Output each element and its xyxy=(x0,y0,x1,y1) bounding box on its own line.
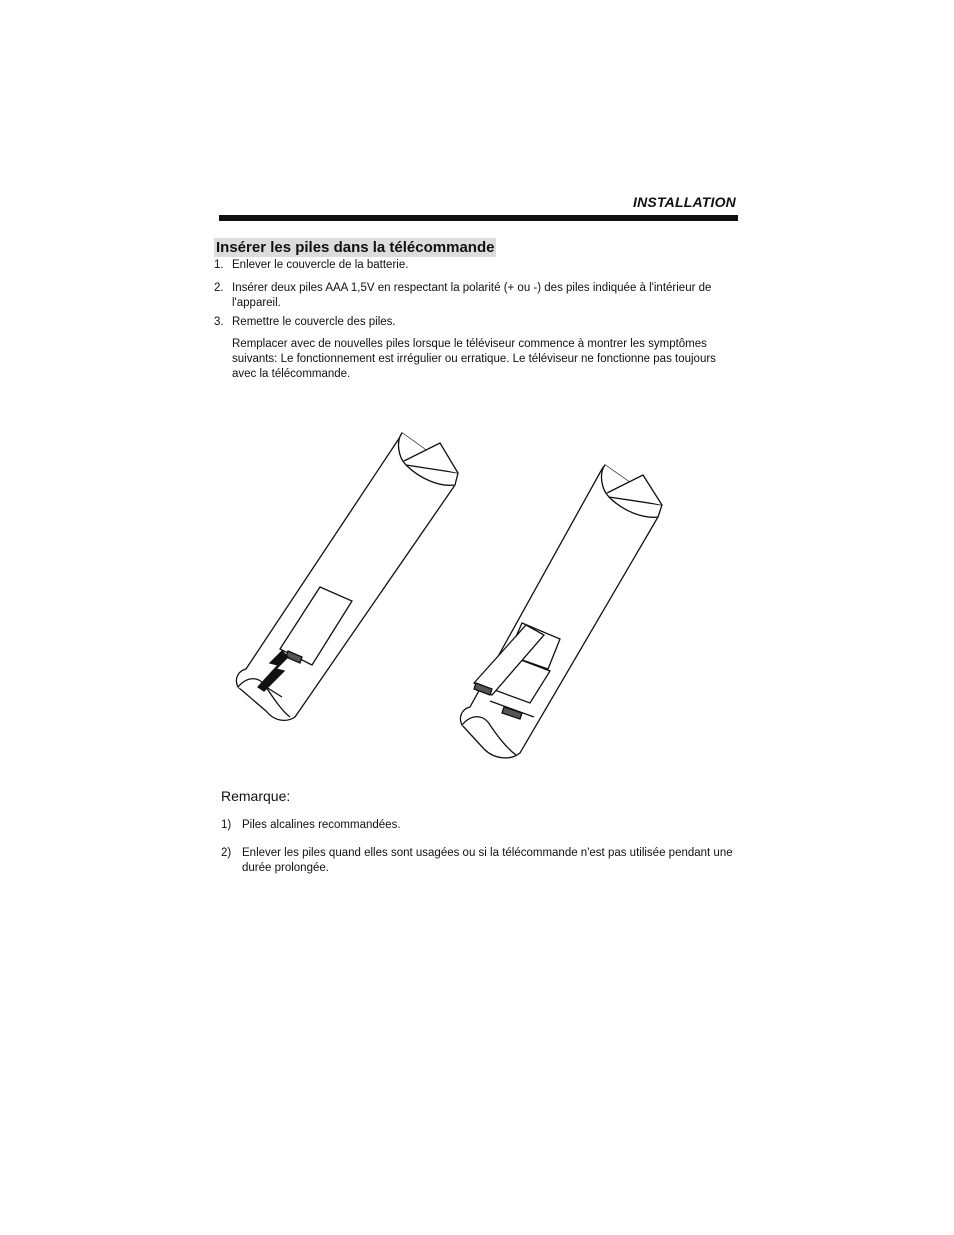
battery-illustration xyxy=(230,425,680,770)
remote-with-cover-arrow-icon xyxy=(236,433,458,720)
header-rule xyxy=(219,215,738,221)
step-text: Remettre le couvercle des piles. xyxy=(232,316,396,328)
section-header: INSTALLATION xyxy=(633,194,736,210)
step-number: 1. xyxy=(214,259,224,271)
step-text: Insérer deux piles AAA 1,5V en respectant la polarité (+ ou -) des piles indiquée à l'intérieur de l'appareil. xyxy=(232,282,712,309)
step-number: 2. xyxy=(214,282,224,294)
step-text: Enlever le couvercle de la batterie. xyxy=(232,259,409,271)
section-title: Insérer les piles dans la télécommande xyxy=(216,239,495,256)
step-number: 3. xyxy=(214,316,224,328)
remark-text: Enlever les piles quand elles sont usagées ou si la télécommande n'est pas utilisée pendant une durée prolongée. xyxy=(242,847,733,874)
remark-number: 2) xyxy=(221,847,232,859)
remark-number: 1) xyxy=(221,819,232,831)
remark-title: Remarque: xyxy=(221,788,291,804)
remote-cover-removed-icon xyxy=(460,465,662,758)
remark-text: Piles alcalines recommandées. xyxy=(242,819,401,831)
replace-note: Remplacer avec de nouvelles piles lorsque le téléviseur commence à montrer les symptômes suivants: Le fonctionnement est irrégulier ou erratique. Le téléviseur ne fonctionne pas toujours avec la télécommande. xyxy=(232,338,716,380)
